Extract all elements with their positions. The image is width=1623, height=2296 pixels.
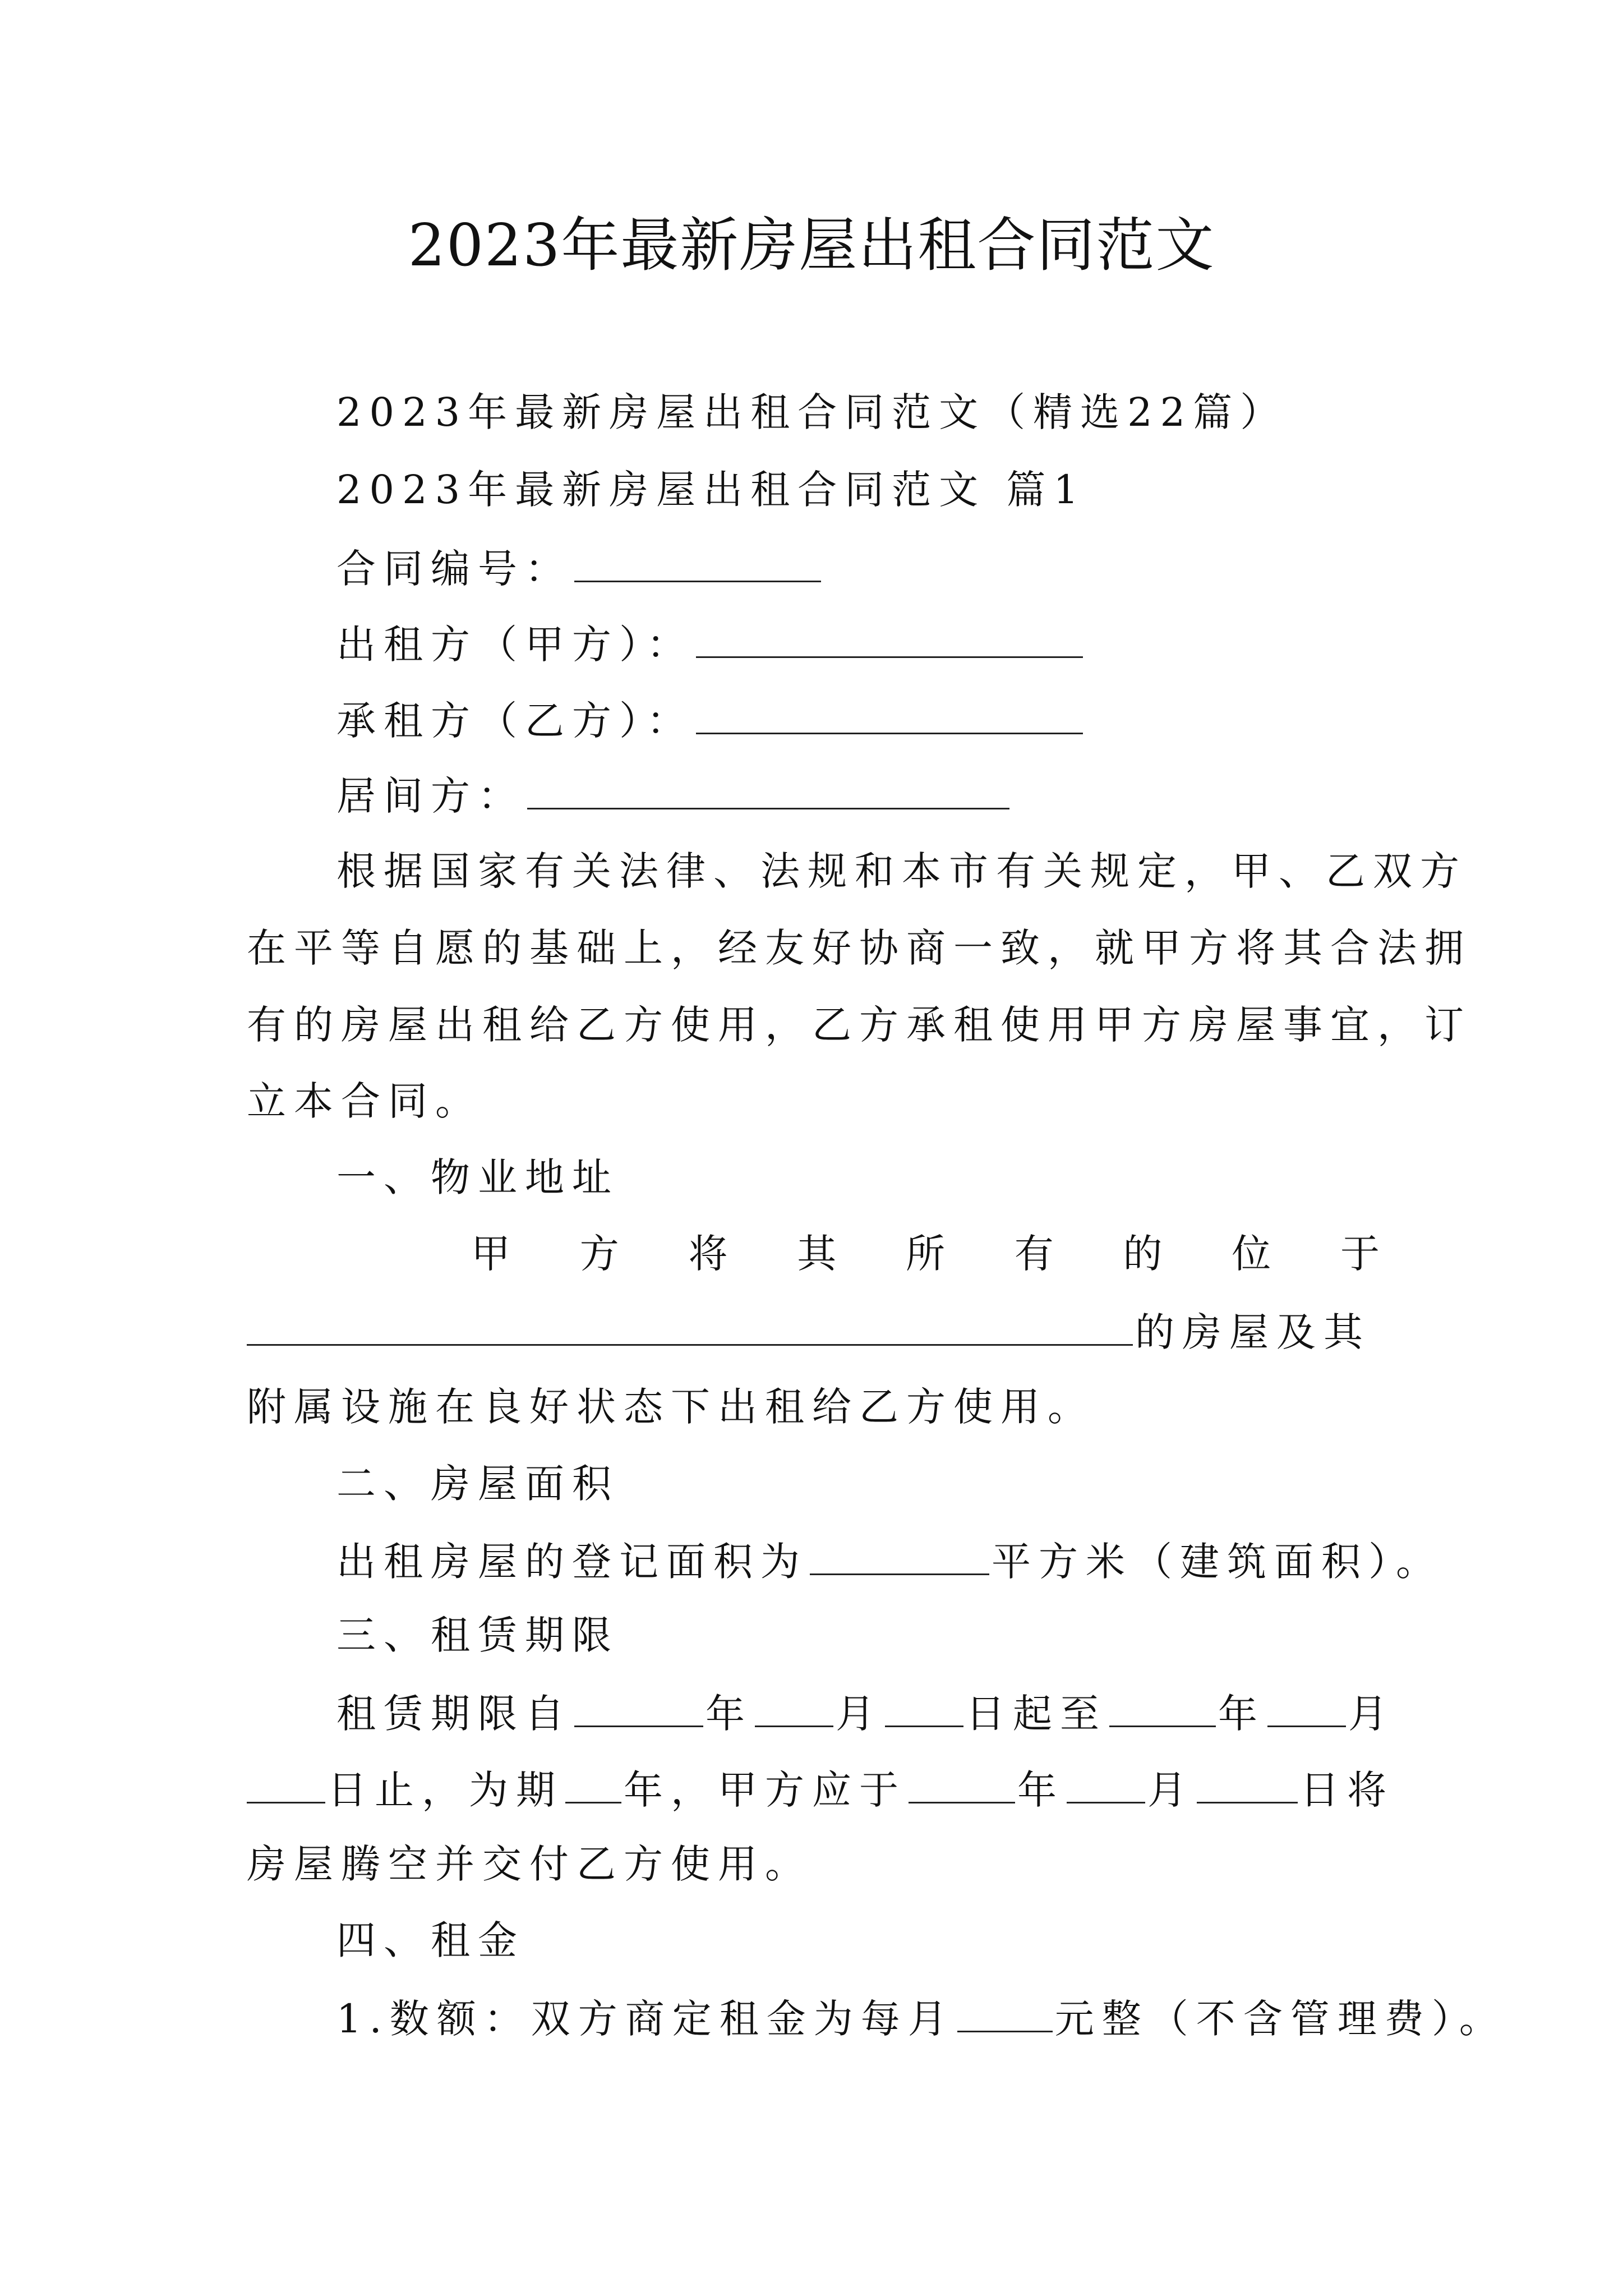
lessee-line [336, 693, 1085, 746]
part-heading: 2023年最新房屋出租合同范文 篇1 [336, 467, 1086, 513]
preamble-line: 根据国家有关法律、法规和本市有关规定，甲、乙双方 [336, 848, 1467, 894]
spread-char: 甲 [471, 1231, 510, 1277]
spread-char: 所 [906, 1231, 945, 1277]
spread-char: 将 [688, 1231, 728, 1277]
address-line: 附属设施在良好状态下出租给乙方使用。 [247, 1384, 1095, 1430]
year-blank [574, 1686, 703, 1727]
preamble-line: 立本合同。 [247, 1078, 482, 1124]
term-text: 租赁期限自 [336, 1691, 572, 1737]
rent-line [336, 1991, 1506, 2044]
contract-number-line [336, 541, 823, 594]
term-line: 房屋腾空并交付乙方使用。 [247, 1841, 812, 1887]
month-blank [755, 1686, 833, 1727]
term-text: 年 [1218, 1691, 1265, 1737]
address-spread-line [471, 1228, 1380, 1279]
address-tail: 的房屋及其 [1135, 1309, 1371, 1355]
day-blank [1197, 1763, 1298, 1803]
area-blank [810, 1534, 989, 1575]
address-blank [247, 1305, 1133, 1346]
rent-text: 1.数额：双方商定租金为每月 [336, 1996, 955, 2042]
term-text: 年，甲方应于 [624, 1767, 906, 1813]
spread-char: 其 [797, 1231, 837, 1277]
agent-blank [527, 769, 1009, 809]
lessor-line [336, 617, 1085, 670]
month-blank [1067, 1763, 1145, 1803]
section-heading-address: 一、物业地址 [336, 1154, 619, 1200]
document-title: 2023年最新房屋出租合同范文 [408, 211, 1215, 279]
lessee-blank [696, 693, 1083, 734]
years-blank [565, 1763, 621, 1803]
rent-text: 元整（不含管理费）。 [1054, 1996, 1506, 2042]
contract-number-blank [574, 541, 821, 582]
agent-label: 居间方： [336, 773, 525, 819]
document-subtitle: 2023年最新房屋出租合同范文（精选22篇） [336, 389, 1288, 435]
lessor-blank [696, 617, 1083, 658]
preamble-line: 在平等自愿的基础上，经友好协商一致，就甲方将其合法拥 [247, 925, 1472, 971]
spread-char: 位 [1232, 1231, 1271, 1277]
term-text: 日起至 [966, 1691, 1107, 1737]
spread-char: 有 [1014, 1231, 1054, 1277]
term-line [247, 1763, 1394, 1815]
term-text: 日止，为期 [328, 1767, 563, 1813]
spread-char: 的 [1123, 1231, 1163, 1277]
area-line [336, 1534, 1443, 1587]
day-blank [885, 1686, 963, 1727]
term-text: 月 [1348, 1691, 1395, 1737]
lessor-label: 出租方（甲方）： [336, 622, 694, 668]
year-blank [909, 1763, 1015, 1803]
spread-char: 方 [579, 1231, 619, 1277]
section-heading-term: 三、租赁期限 [336, 1612, 619, 1658]
term-text: 年 [706, 1691, 753, 1737]
area-text: 出租房屋的登记面积为 [336, 1539, 808, 1585]
preamble-line: 有的房屋出租给乙方使用，乙方承租使用甲方房屋事宜，订 [247, 1002, 1472, 1048]
section-heading-area: 二、房屋面积 [336, 1461, 619, 1507]
term-text: 日将 [1300, 1767, 1394, 1813]
term-text: 年 [1017, 1767, 1064, 1813]
rent-blank [957, 1991, 1053, 2032]
section-heading-rent: 四、租金 [336, 1917, 525, 1963]
term-text: 月 [1147, 1767, 1195, 1813]
address-line [247, 1305, 1371, 1358]
area-text: 平方米（建筑面积）。 [992, 1539, 1443, 1585]
term-text: 月 [836, 1691, 883, 1737]
term-line [336, 1686, 1395, 1739]
spread-char: 于 [1340, 1231, 1380, 1277]
year-blank [1109, 1686, 1216, 1727]
agent-line [336, 769, 1012, 821]
day-blank [247, 1763, 325, 1803]
lessee-label: 承租方（乙方）： [336, 698, 694, 744]
contract-number-label: 合同编号： [336, 546, 572, 592]
month-blank [1267, 1686, 1346, 1727]
